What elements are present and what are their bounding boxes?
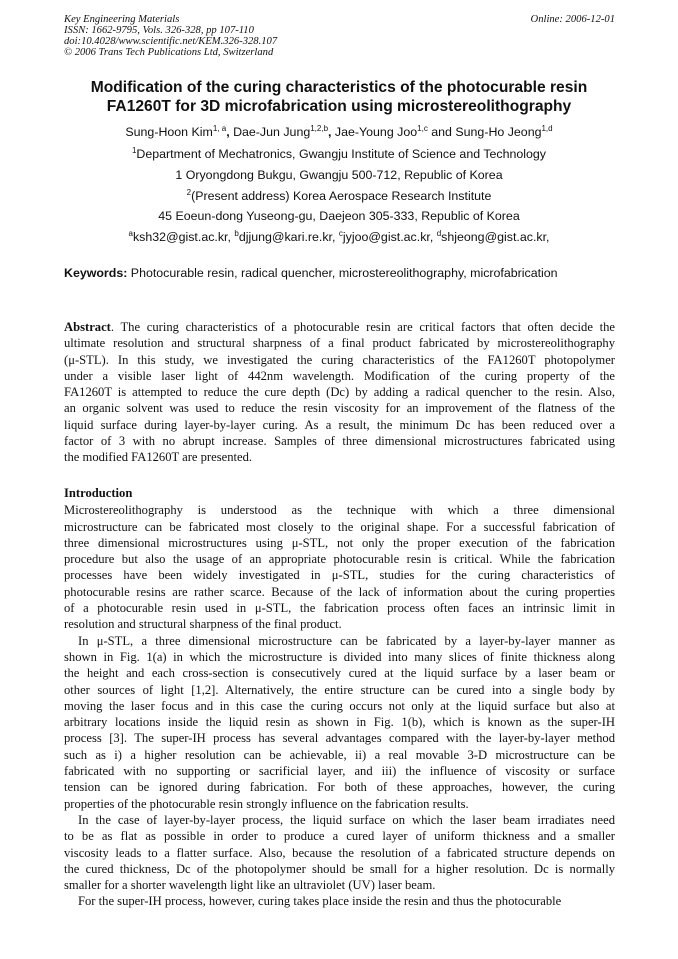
paragraph-line: In the case of layer-by-layer process, the liquid surface on which the laser beam irradiates need bbox=[78, 812, 615, 827]
abstract-line bbox=[64, 319, 615, 335]
paragraph-line: resolution and structural sharpness of the final product. bbox=[64, 617, 342, 632]
title-line: Modification of the curing characteristics of the photocurable resin bbox=[90, 79, 588, 96]
author-list bbox=[40, 125, 638, 140]
author-affiliation-sup: 1,c bbox=[417, 123, 428, 133]
paragraph-line: tension can be ignored during fabrication. For both of these approaches, however, the curing bbox=[64, 780, 615, 795]
paragraph-line: arbitrary locations inside the liquid resin as shown in Fig. 1(b), which is known as the super-IH bbox=[64, 715, 615, 730]
abstract-line: the modified FA1260T are presented. bbox=[64, 450, 253, 465]
paragraph-line: the cured thickness, Dc of the photopolymer should be small for a higher resolution. Dc is normally bbox=[64, 861, 615, 876]
abstract bbox=[64, 319, 615, 466]
paragraph-line: such as i) a higher resolution can be achievable, ii) a real movable 3-D microstructure can be bbox=[64, 747, 615, 762]
abstract-line: an organic solvent was used to reduce the resin viscosity for an improvement of the flatness of the bbox=[64, 401, 615, 416]
abstract-label: Abstract bbox=[64, 320, 111, 334]
keywords-text: Photocurable resin, radical quencher, microstereolithography, microfabrication bbox=[127, 266, 558, 280]
paragraph-line: three dimensional microstructures using μ-STL, not only the proper execution of the fabrication bbox=[64, 535, 615, 550]
online-date: Online: 2006-12-01 bbox=[530, 14, 615, 25]
header-line: © 2006 Trans Tech Publications Ltd, Switzerland bbox=[64, 47, 274, 58]
paragraph-line: For the super-IH process, however, curing takes place inside the resin and thus the photocurable bbox=[78, 894, 562, 909]
paragraph-line: procedure but also the usage of an appropriate photocurable resin is critical. While the fabrication bbox=[64, 552, 615, 567]
abstract-line: ultimate resolution and structural sharpness of a final product fabricated by microstereolithography bbox=[64, 336, 615, 351]
author-name: Sung-Hoon Kim bbox=[125, 125, 213, 139]
abstract-line: factor of 3 with no abrupt increase. Samples of three dimensional microstructures fabricated using bbox=[64, 434, 615, 449]
affiliation-2-address: 45 Eoeun-dong Yuseong-gu, Daejeon 305-333, Republic of Korea bbox=[158, 209, 520, 223]
section-heading: Introduction bbox=[64, 486, 133, 500]
abstract-line: (μ-STL). In this study, we investigated the curing characteristics of the FA1260T photopolymer bbox=[64, 352, 615, 367]
paragraph-line: In μ-STL, a three dimensional microstructure can be fabricated by a layer-by-layer manner as bbox=[78, 633, 615, 648]
affiliation-sup: 2 bbox=[186, 187, 192, 197]
paragraph-line: photocurable resins are rather scarce. Because of the lack of information about the curing properties bbox=[64, 584, 615, 599]
author-separator: and bbox=[427, 125, 456, 139]
paragraph-line: smaller for a shorter wavelength light like an ultraviolet (UV) laser beam. bbox=[64, 878, 436, 893]
email-address: djjung@kari.re.kr, bbox=[238, 230, 339, 244]
author-affiliation-sup: 1, a bbox=[212, 123, 227, 133]
author-name: Sung-Ho Jeong bbox=[455, 125, 542, 139]
paragraph-line: moving the laser focus and in this case the curing occurs not only at the liquid surface but also at bbox=[64, 698, 615, 713]
paragraph-line: microstructure can be fabricated most closely to the original shape. For a successful fabrication of bbox=[64, 519, 615, 534]
email-sup: a bbox=[128, 228, 133, 238]
author-name: Jae-Young Joo bbox=[334, 125, 418, 139]
email-address: ksh32@gist.ac.kr, bbox=[132, 230, 235, 244]
abstract-line: liquid surface during layer-by-layer curing. As a result, the minimum Dc has been reduced over a bbox=[64, 417, 615, 432]
email-address: shjeong@gist.ac.kr, bbox=[441, 230, 550, 244]
abstract-line: under a visible laser light of 442nm wavelength. Modification of the curing property of the bbox=[64, 368, 615, 383]
paragraph-line: other sources of light [1,2]. Alternatively, the entire structure can be cured into a single body by bbox=[64, 682, 615, 697]
email-list bbox=[40, 230, 638, 245]
email-sup: b bbox=[234, 228, 239, 238]
paragraph-line: the height and each cross-section is consecutively cured at the liquid surface by a laser beam or bbox=[64, 666, 615, 681]
paragraph-line: Microstereolithography is understood as the technique with which a three dimensional bbox=[64, 503, 615, 518]
affiliation-1-address: 1 Oryongdong Bukgu, Gwangju 500-712, Republic of Korea bbox=[175, 168, 503, 182]
paragraph-line: to be as flat as possible in order to produce a cured layer of uniform thickness and a smaller bbox=[64, 829, 615, 844]
affiliation-text: (Present address) Korea Aerospace Research Institute bbox=[191, 189, 492, 203]
header-line: doi:10.4028/www.scientific.net/KEM.326-328.107 bbox=[64, 36, 278, 47]
affiliation-1 bbox=[40, 147, 638, 162]
paragraph-line: of a photocurable resin used in μ-STL, the fabrication process often faces an intrinsic limit in bbox=[64, 601, 615, 616]
paragraph-line: processes have been widely investigated in μ-STL, studies for the curing characteristics of bbox=[64, 568, 615, 583]
author-name: Dae-Jun Jung bbox=[233, 125, 311, 139]
abstract-text: . The curing characteristics of a photocurable resin are critical factors that often decide the bbox=[110, 320, 615, 334]
keywords bbox=[64, 266, 558, 280]
introduction-section bbox=[64, 485, 615, 910]
affiliation-sup: 1 bbox=[131, 145, 137, 155]
affiliation-2 bbox=[40, 189, 638, 204]
author-separator: , bbox=[328, 125, 335, 139]
author-separator: , bbox=[226, 125, 234, 139]
email-address: jyjoo@gist.ac.kr, bbox=[342, 230, 437, 244]
author-affiliation-sup: 1,2,b bbox=[310, 123, 329, 133]
email-sup: d bbox=[436, 228, 442, 238]
title-line: FA1260T for 3D microfabrication using microstereolithography bbox=[106, 98, 572, 115]
paper-title bbox=[40, 78, 638, 116]
paragraph-line: process [3]. The super-IH process has several advantages compared with the layer-by-layer method bbox=[64, 731, 615, 746]
paragraph-line: fabricated with no supporting or sacrificial layer, and iii) the influence of viscosity or surface bbox=[64, 764, 615, 779]
keywords-label: Keywords: bbox=[64, 266, 128, 280]
affiliation-text: Department of Mechatronics, Gwangju Institute of Science and Technology bbox=[136, 147, 547, 161]
header-line: ISSN: 1662-9795, Vols. 326-328, pp 107-110 bbox=[64, 25, 254, 36]
paragraph-line: shown in Fig. 1(a) in which the microstructure is divided into many slices of finite thickness along bbox=[64, 649, 615, 664]
paragraph-line: properties of the photocurable resin strongly influence on the fabrication results. bbox=[64, 796, 469, 811]
email-sup: c bbox=[338, 228, 343, 238]
author-affiliation-sup: 1,d bbox=[541, 123, 553, 133]
abstract-line: FA1260T is attempted to reduce the cure depth (Dc) by adding a radical quencher to the resin. Also, bbox=[64, 385, 615, 400]
header-line: Key Engineering Materials bbox=[64, 14, 180, 25]
journal-header bbox=[64, 14, 277, 58]
paragraph-line: viscosity leads to a flatter surface. Also, because the resolution of a fabricated structure depends on bbox=[64, 845, 615, 860]
